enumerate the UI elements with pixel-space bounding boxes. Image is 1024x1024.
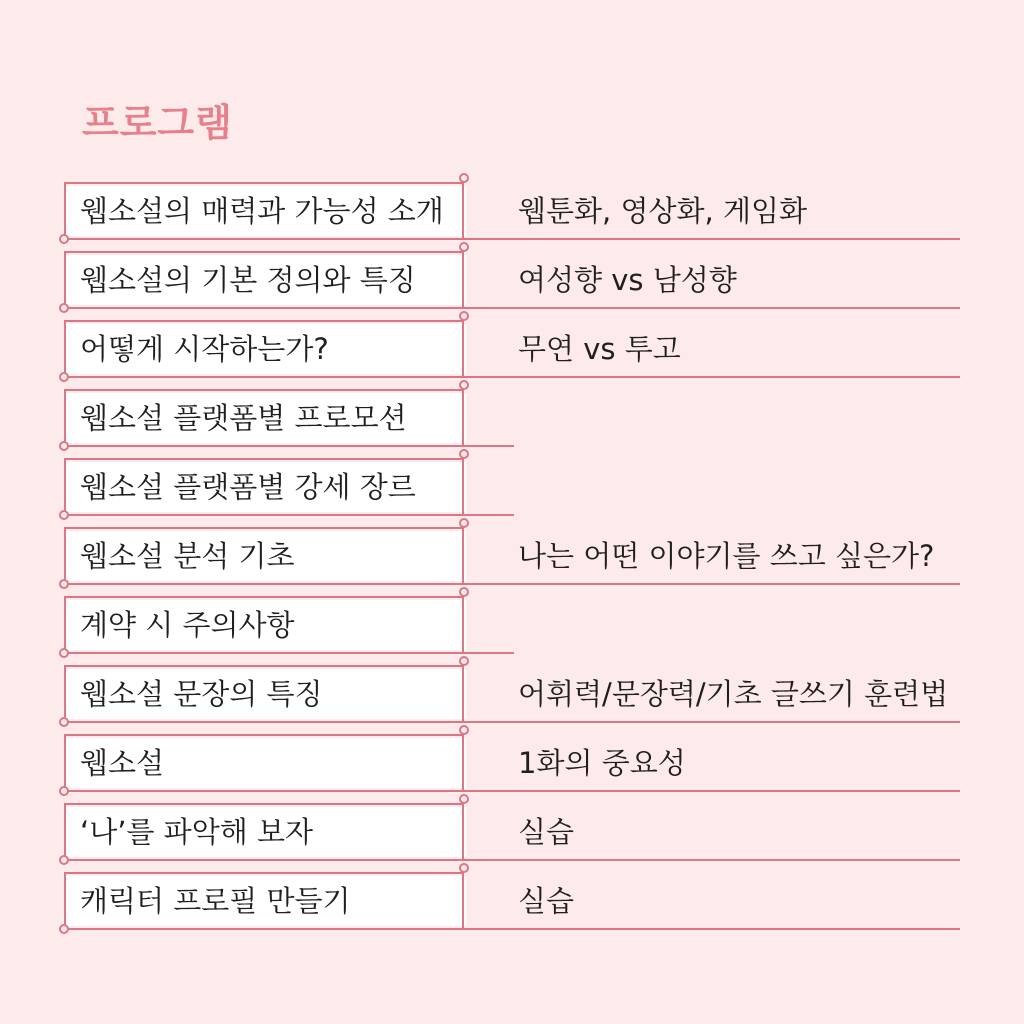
frame-top-line — [66, 458, 464, 460]
row-detail: 여성향 vs 남성향 — [518, 263, 737, 297]
frame-left-line — [64, 389, 66, 445]
frame-dot-bottom-left — [59, 234, 69, 244]
row-topic: 계약 시 주의사항 — [80, 608, 295, 642]
frame-dot-bottom-left — [59, 510, 69, 520]
frame-bottom-line — [64, 514, 514, 516]
frame-left-line — [64, 527, 66, 583]
row-topic: 웹소설의 기본 정의와 특징 — [80, 263, 416, 297]
frame-bottom-line — [64, 721, 960, 723]
row-topic: 웹소설 분석 기초 — [80, 539, 295, 573]
program-row — [0, 730, 1024, 798]
frame-dot-bottom-left — [59, 717, 69, 727]
frame-bottom-line — [64, 583, 960, 585]
row-topic: 어떻게 시작하는가? — [80, 332, 329, 366]
program-row — [0, 247, 1024, 315]
frame-right-line — [462, 592, 464, 652]
frame-bottom-line — [64, 928, 960, 930]
row-topic: 캐릭터 프로필 만들기 — [80, 884, 351, 918]
program-row — [0, 661, 1024, 729]
program-row — [0, 868, 1024, 936]
frame-top-line — [66, 596, 464, 598]
program-row — [0, 385, 1024, 453]
frame-dot-bottom-left — [59, 579, 69, 589]
row-topic: ‘나’를 파악해 보자 — [80, 815, 313, 849]
frame-bottom-line — [64, 238, 960, 240]
frame-top-line — [66, 527, 464, 529]
frame-dot-bottom-left — [59, 441, 69, 451]
frame-dot-top-right — [459, 794, 469, 804]
frame-left-line — [64, 320, 66, 376]
row-detail: 나는 어떤 이야기를 쓰고 싶은가? — [518, 539, 935, 573]
frame-left-line — [64, 182, 66, 238]
frame-right-line — [462, 868, 464, 928]
frame-bottom-line — [64, 790, 960, 792]
frame-right-line — [462, 178, 464, 238]
frame-dot-top-right — [459, 725, 469, 735]
frame-dot-top-right — [459, 863, 469, 873]
frame-left-line — [64, 458, 66, 514]
row-detail: 1화의 중요성 — [518, 746, 686, 780]
row-topic: 웹소설 문장의 특징 — [80, 677, 323, 711]
program-row — [0, 178, 1024, 246]
row-detail: 무연 vs 투고 — [518, 332, 681, 366]
frame-dot-bottom-left — [59, 786, 69, 796]
program-row — [0, 454, 1024, 522]
frame-top-line — [66, 389, 464, 391]
program-row — [0, 799, 1024, 867]
row-detail: 웹툰화, 영상화, 게임화 — [518, 194, 807, 228]
frame-dot-top-right — [459, 656, 469, 666]
frame-bottom-line — [64, 445, 514, 447]
row-detail: 실습 — [518, 884, 575, 918]
frame-dot-top-right — [459, 518, 469, 528]
program-row — [0, 592, 1024, 660]
frame-left-line — [64, 803, 66, 859]
frame-dot-top-right — [459, 587, 469, 597]
frame-right-line — [462, 730, 464, 790]
row-topic: 웹소설 — [80, 746, 165, 780]
frame-dot-bottom-left — [59, 924, 69, 934]
frame-dot-bottom-left — [59, 855, 69, 865]
program-row — [0, 316, 1024, 384]
frame-dot-top-right — [459, 449, 469, 459]
program-row — [0, 523, 1024, 591]
frame-dot-top-right — [459, 311, 469, 321]
frame-top-line — [66, 803, 464, 805]
frame-right-line — [462, 454, 464, 514]
frame-dot-top-right — [459, 380, 469, 390]
frame-top-line — [66, 320, 464, 322]
frame-dot-top-right — [459, 242, 469, 252]
frame-right-line — [462, 316, 464, 376]
frame-right-line — [462, 385, 464, 445]
frame-bottom-line — [64, 652, 514, 654]
frame-top-line — [66, 734, 464, 736]
frame-top-line — [66, 182, 464, 184]
row-detail: 어휘력/문장력/기초 글쓰기 훈련법 — [518, 677, 949, 711]
row-topic: 웹소설 플랫폼별 강세 장르 — [80, 470, 416, 504]
frame-dot-bottom-left — [59, 303, 69, 313]
frame-right-line — [462, 661, 464, 721]
frame-left-line — [64, 734, 66, 790]
frame-bottom-line — [64, 859, 960, 861]
frame-dot-bottom-left — [59, 372, 69, 382]
frame-left-line — [64, 596, 66, 652]
row-topic: 웹소설 플랫폼별 프로모션 — [80, 401, 407, 435]
frame-top-line — [66, 251, 464, 253]
frame-bottom-line — [64, 307, 960, 309]
frame-left-line — [64, 251, 66, 307]
frame-left-line — [64, 665, 66, 721]
page-title: 프로그램 — [82, 101, 233, 145]
row-topic: 웹소설의 매력과 가능성 소개 — [80, 194, 444, 228]
frame-bottom-line — [64, 376, 960, 378]
row-detail: 실습 — [518, 815, 575, 849]
frame-dot-top-right — [459, 173, 469, 183]
frame-right-line — [462, 799, 464, 859]
frame-dot-bottom-left — [59, 648, 69, 658]
frame-right-line — [462, 523, 464, 583]
frame-top-line — [66, 872, 464, 874]
frame-left-line — [64, 872, 66, 928]
frame-top-line — [66, 665, 464, 667]
frame-right-line — [462, 247, 464, 307]
